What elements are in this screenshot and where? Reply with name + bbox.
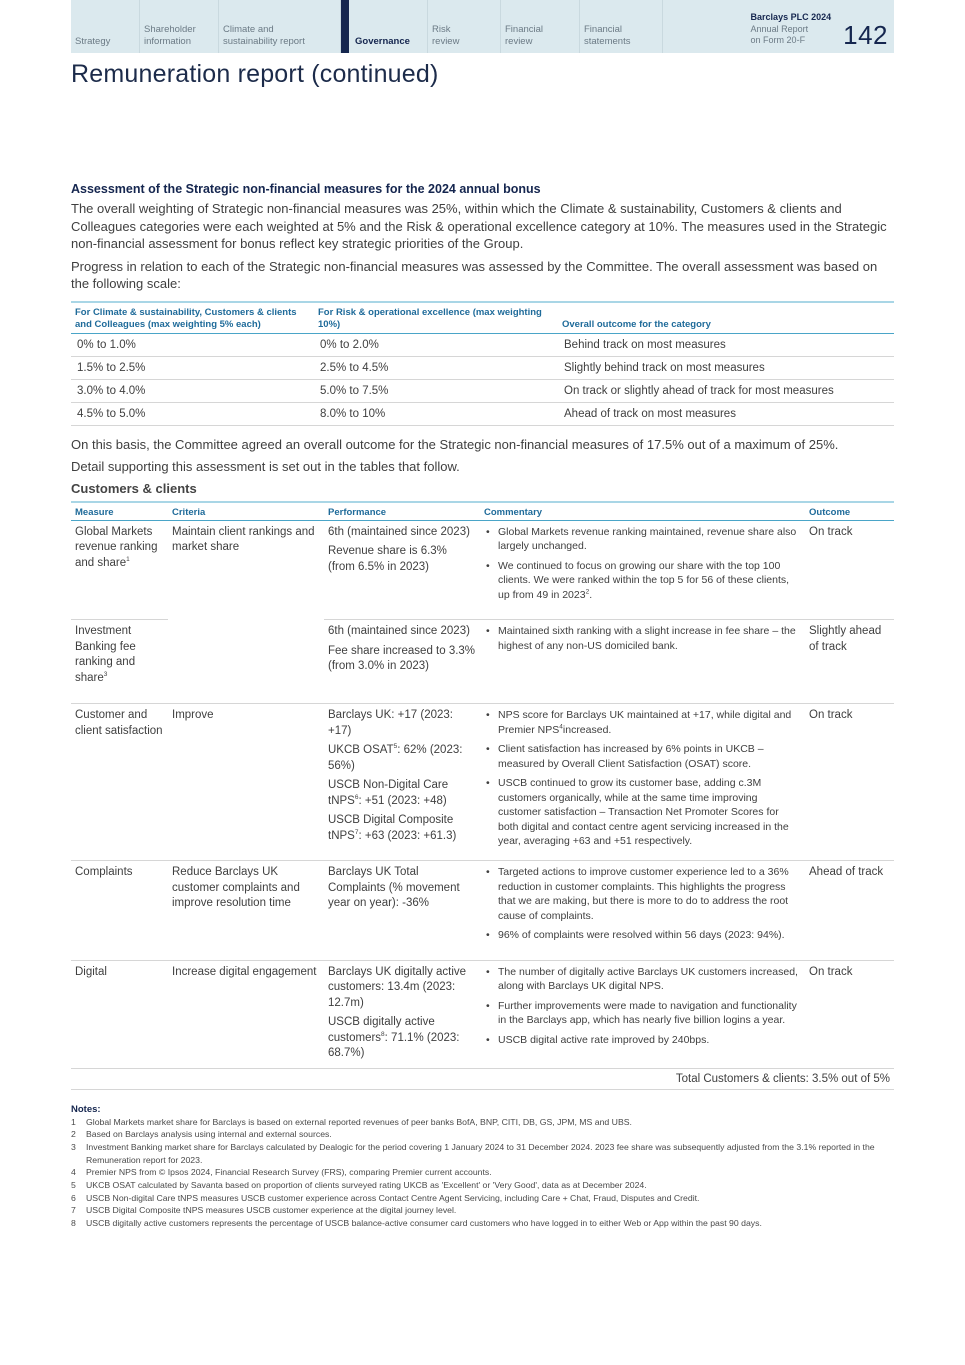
main-content [71,182,894,1230]
note-item: 7 USCB Digital Composite tNPS measures USCB customer experience at the digital journey level. [71,1205,457,1216]
column-header: For Risk & operational excellence (max weighting 10%) [314,302,558,334]
notes-section [71,1104,894,1230]
note-item: 2 Based on Barclays analysis using internal and external sources. [71,1129,332,1140]
column-header: Overall outcome for the category [558,302,894,334]
nav-tab-financial-statements[interactable]: Financial statements [580,0,663,53]
page-number: 142 [843,20,888,50]
report-branding [743,0,894,53]
nav-tab-strategy[interactable]: Strategy [71,0,140,53]
outcome-cell: On track [805,520,894,620]
outcome-paragraph: On this basis, the Committee agreed an overall outcome for the Strategic non-financial measures of 17.5% out of a maximum of 25%. [71,436,839,452]
note-item: 1 Global Markets market share for Barclays is based on external reported revenues of peer banks BofA, BNP, CITI, DB, GS, JPM, MS and UBS. [71,1116,632,1127]
note-item: 5 UKCB OSAT calculated by Savanta based on proportion of clients surveyed rating UKCB as 'Excellent' or 'Very Good', data as at December 2024. [71,1180,647,1191]
table-row [71,704,894,861]
column-header: Measure [71,502,168,521]
table-row [71,520,894,620]
outcome-cell: Ahead of track [805,861,894,961]
top-navigation [71,0,894,53]
measure-cell: Global Markets revenue ranking and share$^1$ [71,520,168,620]
page-title: Remuneration report (continued) [71,60,439,88]
table-row [71,402,894,425]
table-cell: 1.5% to 2.5% [71,356,314,379]
outcome-cell: On track [805,960,894,1068]
performance-cell: Barclays UK Total Complaints (% movement year on year): -36% [324,861,480,961]
customers-clients-table [71,501,894,1069]
commentary-cell: • Global Markets revenue ranking maintained, revenue share also largely unchanged. • We continued to focus on growing our share with the top 100 clients. We were ranked within the top 5 for 56 of these clients, up from 49 in 2023$^2$. [480,520,805,620]
table-cell: 2.5% to 4.5% [314,356,558,379]
outcome-cell: Slightly ahead of track [805,620,894,704]
criteria-cell: Increase digital engagement [168,960,324,1068]
table-header-row [71,502,894,521]
note-item: 4 Premier NPS from © Ipsos 2024, Financial Research Survey (FRS), comparing Premier current accounts. [71,1167,492,1178]
table-cell: 5.0% to 7.5% [314,379,558,402]
section-heading: Assessment of the Strategic non-financial measures for the 2024 annual bonus [71,182,541,196]
table-row [71,861,894,961]
table-header-row [71,302,894,334]
table-cell: 0% to 2.0% [314,333,558,356]
criteria-cell [168,620,324,704]
table-row [71,356,894,379]
criteria-cell: Maintain client rankings and market share [172,525,315,553]
measure-cell: Digital [71,960,168,1068]
nav-tab-climate-sustainability[interactable]: Climate and sustainability report [219,0,341,53]
intro-paragraph: The overall weighting of Strategic non-financial measures was 25%, within which the Climate & sustainability, Customers & clients and Colleagues categories were each weighted at 5% and the Risk & operational excellence category at 10%. The measures used in the Strategic non-financial assessment for bonus reflect key strategic priorities of the Group. [71,201,887,251]
note-item: 6 USCB Non-digital Care tNPS measures USCB customer experience across Contact Centre Agent Servicing, including Care + Chat, Fraud, Disputes and Credit. [71,1192,700,1203]
note-item: 3 Investment Banking market share for Barclays calculated by Dealogic for the period covering 1 January 2024 to 31 December 2024. 2023 fee share was subsequently adjusted from the 3.1% reported in the Remuneration report for 2023. [71,1141,875,1165]
table-row [71,333,894,356]
performance-cell: 6th (maintained since 2023) Fee share increased to 3.3% (from 3.0% in 2023) [324,620,480,704]
table-cell: 4.5% to 5.0% [71,402,314,425]
report-name: Barclays PLC 2024 Annual Report on Form 20-F [750,12,832,45]
table-cell: 8.0% to 10% [314,402,558,425]
column-header: Performance [324,502,480,521]
criteria-cell: Improve [168,704,324,861]
note-item: 8 USCB digitally active customers represents the percentage of USCB balance-active consumer card customers who have logged in to either Web or App within the past 90 days. [71,1218,762,1229]
table-cell: Slightly behind track on most measures [558,356,894,379]
table-row [71,620,894,704]
table-cell: On track or slightly ahead of track for most measures [558,379,894,402]
performance-cell: Barclays UK digitally active customers: 13.4m (2023: 12.7m) USCB digitally active customers$^8$: 71.1% (2023: 68.7%) [324,960,480,1068]
outcome-cell: On track [805,704,894,861]
notes-title: Notes: [71,1103,101,1115]
performance-cell: Barclays UK: +17 (2023: +17) UKCB OSAT$^5$: 62% (2023: 56%) USCB Non-Digital Care tNPS$^6$: +51 (2023: +48) USCB Digital Composite tNPS$^7$: +63 (2023: +61.3) [324,704,480,861]
measure-cell: Customer and client satisfaction [71,704,168,861]
column-header: Criteria [168,502,324,521]
commentary-cell: • Maintained sixth ranking with a slight increase in fee share – the highest of any non-US domiciled bank. [480,620,805,704]
table-cell: 0% to 1.0% [71,333,314,356]
performance-cell: 6th (maintained since 2023) Revenue share is 6.3% (from 6.5% in 2023) [324,520,480,620]
commentary-cell: • The number of digitally active Barclays UK customers increased, along with Barclays UK digital NPS. • Further improvements were made to navigation and functionality in the Barclays app, which has nearly five billion logins a year. • USCB digital active rate improved by 240bps. [480,960,805,1068]
assessment-scale-table [71,301,894,426]
nav-tab-financial-review[interactable]: Financial review [501,0,580,53]
criteria-cell: Reduce Barclays UK customer complaints and improve resolution time [168,861,324,961]
nav-tab-governance[interactable]: Governance [341,0,428,53]
customers-clients-heading: Customers & clients [71,480,197,496]
column-header: For Climate & sustainability, Customers & clients and Colleagues (max weighting 5% each) [71,302,314,334]
table-cell: Ahead of track on most measures [558,402,894,425]
total-customers-clients: Total Customers & clients: 3.5% out of 5% [71,1069,894,1090]
detail-paragraph: Detail supporting this assessment is set out in the tables that follow. [71,459,460,474]
nav-tab-risk-review[interactable]: Risk review [428,0,501,53]
commentary-cell: • NPS score for Barclays UK maintained at +17, while digital and Premier NPS$^4$increased. • Client satisfaction has increased by 6% points in UKCB – measured by Overall Client Satisfaction (OSAT) score. • USCB continued to grow its customer base, adding c.3M customers organically, while at the same time improving customer satisfaction – Transaction Net Promoter Scores for both digital and contact centre agent servicing increased in the year, averaging +63 and +51 respectively. [480,704,805,861]
column-header: Outcome [805,502,894,521]
table-cell: Behind track on most measures [558,333,894,356]
measure-cell: Complaints [71,861,168,961]
table-row [71,960,894,1068]
nav-tab-shareholder-information[interactable]: Shareholder information [140,0,219,53]
column-header: Commentary [480,502,805,521]
table-row [71,379,894,402]
table-cell: 3.0% to 4.0% [71,379,314,402]
scale-paragraph: Progress in relation to each of the Strategic non-financial measures was assessed by the Committee. The overall assessment was based on the following scale: [71,258,878,291]
commentary-cell: • Targeted actions to improve customer experience led to a 36% reduction in customer complaints. This highlights the progress that we are making, but there is more to do to address the root cause of complaints. • 96% of complaints were resolved within 56 days (2023: 94%). [480,861,805,961]
measure-cell: Investment Banking fee ranking and share$^3$ [71,620,168,704]
